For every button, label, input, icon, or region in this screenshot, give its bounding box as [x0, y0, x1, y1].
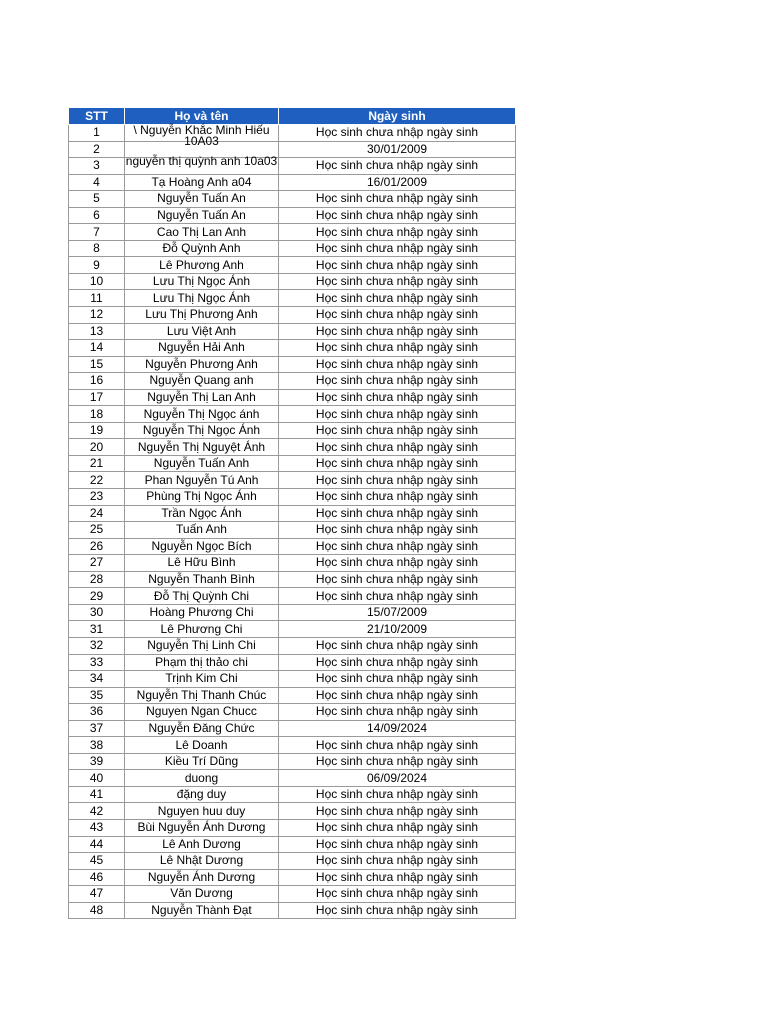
cell-stt: 14: [69, 340, 125, 357]
cell-stt: 48: [69, 902, 125, 919]
cell-name: Trần Ngọc Ánh: [125, 505, 279, 522]
cell-stt: 45: [69, 853, 125, 870]
cell-dob: Học sinh chưa nhập ngày sinh: [279, 489, 516, 506]
cell-dob: Học sinh chưa nhập ngày sinh: [279, 307, 516, 324]
cell-stt: 7: [69, 224, 125, 241]
header-dob: Ngày sinh: [279, 108, 516, 125]
table-row: [69, 753, 516, 770]
table-row: [69, 323, 516, 340]
cell-dob: Học sinh chưa nhập ngày sinh: [279, 207, 516, 224]
cell-name: đặng duy: [125, 786, 279, 803]
cell-stt: 42: [69, 803, 125, 820]
cell-dob: Học sinh chưa nhập ngày sinh: [279, 538, 516, 555]
cell-stt: 8: [69, 240, 125, 257]
cell-dob: Học sinh chưa nhập ngày sinh: [279, 240, 516, 257]
table-row: [69, 803, 516, 820]
cell-dob: Học sinh chưa nhập ngày sinh: [279, 819, 516, 836]
cell-name: Phan Nguyễn Tú Anh: [125, 472, 279, 489]
table-row: [69, 704, 516, 721]
cell-name: Nguyễn Thanh Bình: [125, 571, 279, 588]
table-row: [69, 522, 516, 539]
table-row: [69, 786, 516, 803]
cell-name: [125, 123, 279, 148]
table-row: [69, 240, 516, 257]
cell-name: Nguyễn Tuấn Anh: [125, 455, 279, 472]
cell-stt: 34: [69, 671, 125, 688]
cell-stt: 3: [69, 158, 125, 175]
cell-name: Lê Phương Chi: [125, 621, 279, 638]
student-table: [68, 107, 516, 919]
cell-stt: 38: [69, 737, 125, 754]
cell-name: Bùi Nguyễn Ánh Dương: [125, 819, 279, 836]
cell-name: Tuấn Anh: [125, 522, 279, 539]
table-row: [69, 373, 516, 390]
cell-stt: 40: [69, 770, 125, 787]
cell-name: Nguyễn Ngọc Bích: [125, 538, 279, 555]
cell-stt: 44: [69, 836, 125, 853]
table-row: [69, 555, 516, 572]
cell-name: Nguyễn Hải Anh: [125, 340, 279, 357]
table-row: [69, 389, 516, 406]
table-row: [69, 273, 516, 290]
cell-name: Đỗ Thị Quỳnh Chi: [125, 588, 279, 605]
cell-name: Lê Anh Dương: [125, 836, 279, 853]
cell-stt: 13: [69, 323, 125, 340]
cell-name: Nguyễn Thị Nguyệt Ánh: [125, 439, 279, 456]
cell-dob: Học sinh chưa nhập ngày sinh: [279, 737, 516, 754]
cell-name: Nguyễn Thị Ngọc Ánh: [125, 422, 279, 439]
cell-stt: 28: [69, 571, 125, 588]
cell-dob: Học sinh chưa nhập ngày sinh: [279, 555, 516, 572]
cell-dob: Học sinh chưa nhập ngày sinh: [279, 671, 516, 688]
table-row: [69, 439, 516, 456]
cell-dob: Học sinh chưa nhập ngày sinh: [279, 786, 516, 803]
table-row: [69, 770, 516, 787]
cell-stt: 47: [69, 886, 125, 903]
table-row: [69, 191, 516, 208]
cell-dob: Học sinh chưa nhập ngày sinh: [279, 902, 516, 919]
cell-stt: 20: [69, 439, 125, 456]
cell-dob: Học sinh chưa nhập ngày sinh: [279, 853, 516, 870]
cell-stt: 22: [69, 472, 125, 489]
table-body: [69, 125, 516, 919]
cell-dob: 06/09/2024: [279, 770, 516, 787]
cell-stt: 41: [69, 786, 125, 803]
table-row: [69, 505, 516, 522]
cell-name: Nguyễn Quang anh: [125, 373, 279, 390]
cell-stt: 17: [69, 389, 125, 406]
cell-dob: Học sinh chưa nhập ngày sinh: [279, 472, 516, 489]
cell-name: Nguyễn Thị Lan Anh: [125, 389, 279, 406]
cell-stt: 35: [69, 687, 125, 704]
table-row: [69, 538, 516, 555]
table-row: [69, 224, 516, 241]
table-row: [69, 257, 516, 274]
cell-stt: 10: [69, 273, 125, 290]
table-row: [69, 406, 516, 423]
table-row: [69, 671, 516, 688]
cell-stt: 31: [69, 621, 125, 638]
cell-dob: Học sinh chưa nhập ngày sinh: [279, 455, 516, 472]
table-row: [69, 886, 516, 903]
cell-dob: Học sinh chưa nhập ngày sinh: [279, 290, 516, 307]
cell-dob: Học sinh chưa nhập ngày sinh: [279, 158, 516, 175]
cell-name: Nguyễn Tuấn An: [125, 207, 279, 224]
table-row: [69, 158, 516, 175]
cell-stt: 1: [69, 125, 125, 142]
cell-stt: 19: [69, 422, 125, 439]
cell-dob: Học sinh chưa nhập ngày sinh: [279, 687, 516, 704]
cell-dob: Học sinh chưa nhập ngày sinh: [279, 406, 516, 423]
cell-name: Văn Dương: [125, 886, 279, 903]
cell-stt: 39: [69, 753, 125, 770]
cell-name: Nguyễn Phương Anh: [125, 356, 279, 373]
table-row: [69, 472, 516, 489]
cell-stt: 32: [69, 637, 125, 654]
cell-stt: 24: [69, 505, 125, 522]
table-row: [69, 720, 516, 737]
cell-dob: Học sinh chưa nhập ngày sinh: [279, 422, 516, 439]
cell-name: Phạm thị thảo chi: [125, 654, 279, 671]
cell-stt: 11: [69, 290, 125, 307]
cell-stt: 21: [69, 455, 125, 472]
cell-name: [125, 154, 279, 175]
table-row: [69, 125, 516, 142]
cell-stt: 5: [69, 191, 125, 208]
cell-dob: Học sinh chưa nhập ngày sinh: [279, 125, 516, 142]
cell-dob: Học sinh chưa nhập ngày sinh: [279, 869, 516, 886]
cell-stt: 26: [69, 538, 125, 555]
table-row: [69, 356, 516, 373]
cell-stt: 25: [69, 522, 125, 539]
cell-dob: Học sinh chưa nhập ngày sinh: [279, 803, 516, 820]
cell-stt: 15: [69, 356, 125, 373]
cell-dob: 21/10/2009: [279, 621, 516, 638]
cell-dob: Học sinh chưa nhập ngày sinh: [279, 439, 516, 456]
table-row: [69, 455, 516, 472]
table-row: [69, 489, 516, 506]
cell-dob: Học sinh chưa nhập ngày sinh: [279, 323, 516, 340]
cell-stt: 16: [69, 373, 125, 390]
cell-stt: 29: [69, 588, 125, 605]
cell-dob: 30/01/2009: [279, 141, 516, 158]
table-row: [69, 637, 516, 654]
cell-name: Lê Doanh: [125, 737, 279, 754]
cell-stt: 4: [69, 174, 125, 191]
table-row: [69, 853, 516, 870]
cell-dob: Học sinh chưa nhập ngày sinh: [279, 389, 516, 406]
cell-dob: Học sinh chưa nhập ngày sinh: [279, 522, 516, 539]
cell-name: Nguyen Ngan Chucc: [125, 704, 279, 721]
cell-name: Trịnh Kim Chi: [125, 671, 279, 688]
cell-name: duong: [125, 770, 279, 787]
cell-stt: 36: [69, 704, 125, 721]
cell-name: Đỗ Quỳnh Anh: [125, 240, 279, 257]
cell-name: Nguyễn Thành Đạt: [125, 902, 279, 919]
cell-stt: 27: [69, 555, 125, 572]
cell-name: Phùng Thị Ngọc Ánh: [125, 489, 279, 506]
cell-name: Kiều Trí Dũng: [125, 753, 279, 770]
table-row: [69, 571, 516, 588]
cell-stt: 6: [69, 207, 125, 224]
header-name: Họ và tên: [125, 108, 279, 125]
cell-name: Nguyễn Thị Linh Chi: [125, 637, 279, 654]
table-row: [69, 902, 516, 919]
cell-dob: 16/01/2009: [279, 174, 516, 191]
table-row: [69, 654, 516, 671]
cell-name: Lê Phương Anh: [125, 257, 279, 274]
cell-name: Nguyễn Thị Thanh Chúc: [125, 687, 279, 704]
cell-dob: Học sinh chưa nhập ngày sinh: [279, 273, 516, 290]
cell-dob: Học sinh chưa nhập ngày sinh: [279, 224, 516, 241]
cell-stt: 46: [69, 869, 125, 886]
cell-dob: Học sinh chưa nhập ngày sinh: [279, 886, 516, 903]
cell-name: Tạ Hoàng Anh a04: [125, 174, 279, 191]
cell-stt: 43: [69, 819, 125, 836]
cell-dob: Học sinh chưa nhập ngày sinh: [279, 588, 516, 605]
cell-dob: 14/09/2024: [279, 720, 516, 737]
cell-dob: Học sinh chưa nhập ngày sinh: [279, 704, 516, 721]
cell-name: Nguyễn Thị Ngọc ánh: [125, 406, 279, 423]
table-row: [69, 307, 516, 324]
cell-name: Hoàng Phương Chi: [125, 604, 279, 621]
cell-stt: 23: [69, 489, 125, 506]
cell-name: Nguyễn Tuấn An: [125, 191, 279, 208]
cell-name: Cao Thị Lan Anh: [125, 224, 279, 241]
cell-name: Lưu Thị Phương Anh: [125, 307, 279, 324]
table-row: [69, 290, 516, 307]
cell-stt: 12: [69, 307, 125, 324]
cell-dob: Học sinh chưa nhập ngày sinh: [279, 373, 516, 390]
table-row: [69, 737, 516, 754]
cell-dob: Học sinh chưa nhập ngày sinh: [279, 836, 516, 853]
table-row: [69, 340, 516, 357]
cell-stt: 9: [69, 257, 125, 274]
table-row: [69, 604, 516, 621]
cell-dob: Học sinh chưa nhập ngày sinh: [279, 753, 516, 770]
cell-stt: 33: [69, 654, 125, 671]
cell-name: Nguyen huu duy: [125, 803, 279, 820]
cell-dob: Học sinh chưa nhập ngày sinh: [279, 340, 516, 357]
table-header-row: [69, 108, 516, 125]
cell-stt: 37: [69, 720, 125, 737]
table-row: [69, 819, 516, 836]
cell-dob: Học sinh chưa nhập ngày sinh: [279, 654, 516, 671]
cell-dob: 15/07/2009: [279, 604, 516, 621]
cell-name: Lưu Thị Ngọc Ánh: [125, 290, 279, 307]
table-row: [69, 621, 516, 638]
cell-dob: Học sinh chưa nhập ngày sinh: [279, 571, 516, 588]
cell-dob: Học sinh chưa nhập ngày sinh: [279, 356, 516, 373]
table-row: [69, 687, 516, 704]
cell-dob: Học sinh chưa nhập ngày sinh: [279, 637, 516, 654]
overflowing-name-text: \ Nguyễn Khắc Minh Hiếu 10A03: [133, 123, 270, 148]
cell-stt: 2: [69, 141, 125, 158]
cell-name: Lưu Thị Ngọc Ánh: [125, 273, 279, 290]
cell-stt: 18: [69, 406, 125, 423]
cell-dob: Học sinh chưa nhập ngày sinh: [279, 191, 516, 208]
table-row: [69, 422, 516, 439]
cell-name: Nguyễn Đăng Chức: [125, 720, 279, 737]
cell-name: Lê Hữu Bình: [125, 555, 279, 572]
cell-stt: 30: [69, 604, 125, 621]
cell-dob: Học sinh chưa nhập ngày sinh: [279, 257, 516, 274]
cell-dob: Học sinh chưa nhập ngày sinh: [279, 505, 516, 522]
table-row: [69, 588, 516, 605]
header-stt: STT: [69, 108, 125, 125]
table-row: [69, 869, 516, 886]
cell-name: Lê Nhật Dương: [125, 853, 279, 870]
overflowing-name-text: nguyễn thị quỳnh anh 10a03: [125, 154, 278, 169]
table-row: [69, 207, 516, 224]
cell-name: Lưu Việt Anh: [125, 323, 279, 340]
table-row: [69, 836, 516, 853]
cell-name: Nguyễn Ánh Dương: [125, 869, 279, 886]
table-row: [69, 174, 516, 191]
